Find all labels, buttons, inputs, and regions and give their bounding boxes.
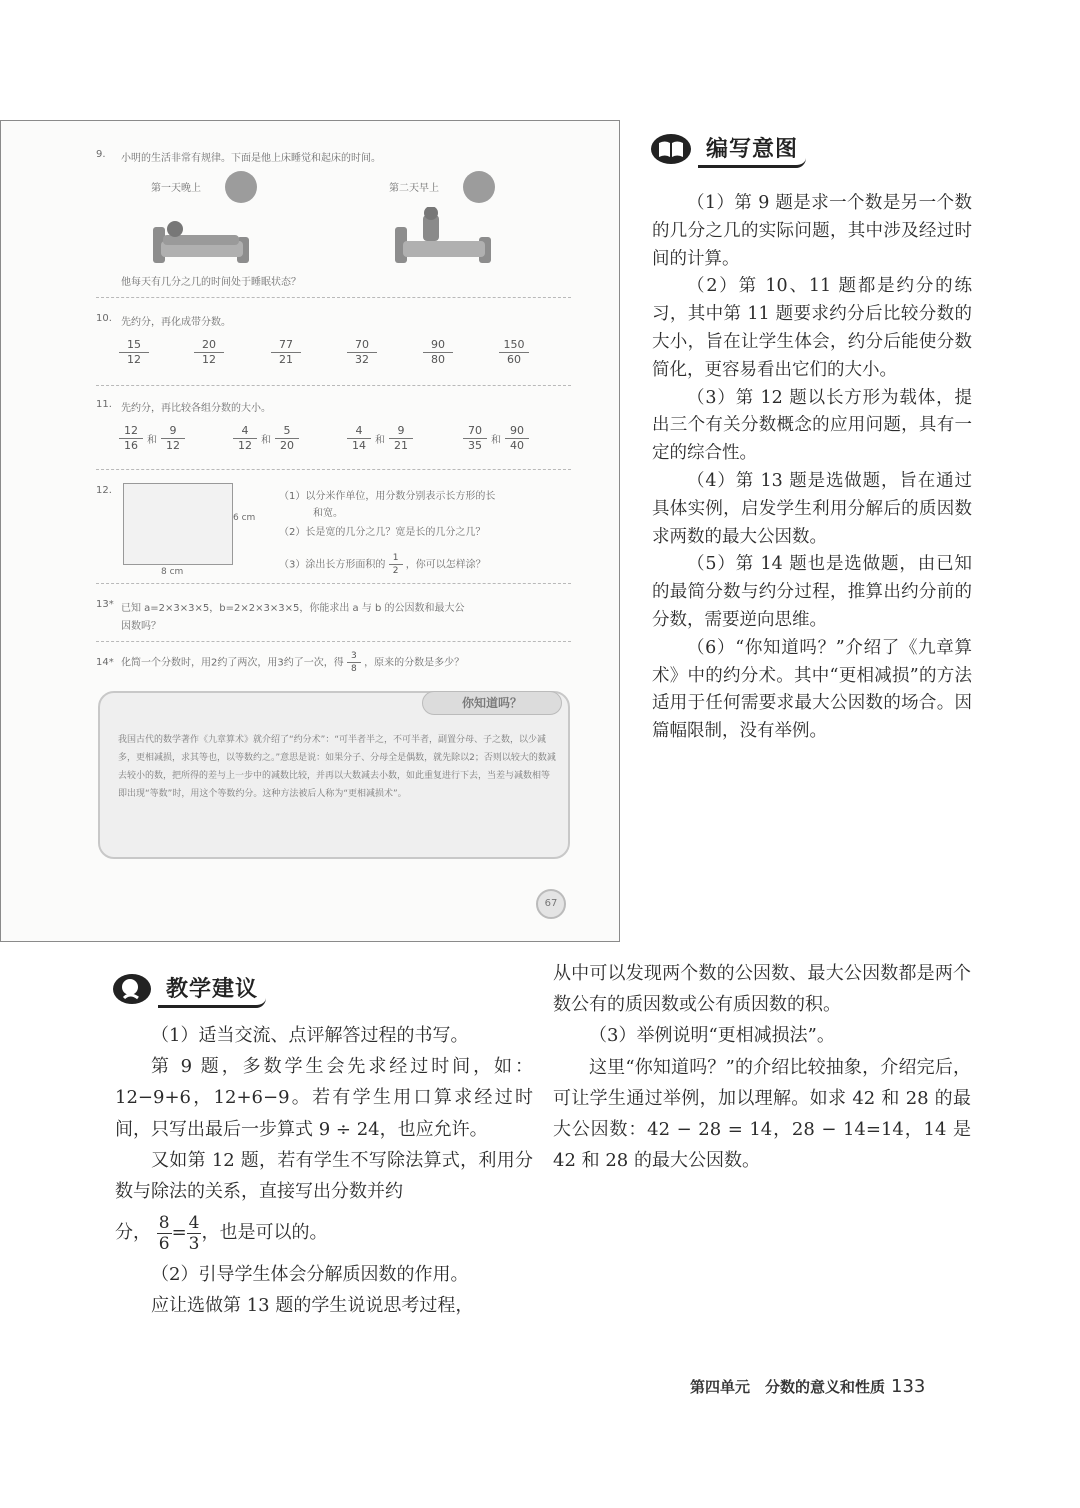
q10-fraction: $\frac{77}{21}$ [271,339,301,366]
did-you-know-box [98,691,570,859]
book-page-number: 67 [536,889,566,919]
q13-number: 13* [96,599,114,610]
q13-line2: 因数吗？ [121,621,161,632]
q9-number: 9. [96,149,106,160]
intent-paragraph: （5）第 14 题也是选做题，由已知的最简分数与约分过程，推算出约分前的分数，需要逆向思维。 [652,554,972,630]
rect-bottom-label: 8 cm [161,567,184,577]
q14-text: 化简一个分数时，用2约了两次，用3约了一次，得 $\frac{3}{8}$ ，原来的分数是多少？ [121,651,465,674]
rectangle-figure [123,483,233,565]
q10-number: 10. [96,313,112,324]
teaching-paragraph: （1）适当交流、点评解答过程的书写。 [151,1025,469,1046]
did-you-know-tag: 你知道吗？ [422,691,562,715]
q10-fraction: $\frac{20}{12}$ [194,339,224,366]
q12-number: 12. [96,485,112,496]
q11-text: 先约分，再比较各组分数的大小。 [121,403,271,414]
q10-fraction: $\frac{15}{12}$ [119,339,149,366]
teaching-header [112,970,266,1008]
fraction: $\frac{8}{6}$ [158,1212,170,1254]
teaching-paragraph: （3）举例说明“更相减损法”。 [589,1025,835,1047]
open-book-icon [650,132,692,166]
divider [96,469,571,470]
sleeping-boy-illustration [151,207,251,265]
did-you-know-text: 我国古代的数学著作《九章算术》就介绍了“约分术”：“可半者半之，不可半者，副置分母、子之数，以少减多，更相减损，求其等也，以等数约之。”意思是说：如果分子、分母全是偶数，就先除以2；否则以较大的数减去较小的数，把所得的差与上一步中的减数比较，并再以大数减去小数，如此重复进行下去，当差与减数相等即出现“等数”时，用这个等数约分。这种方法被后人称为“更相减损术”。 [118,735,556,799]
intent-paragraph: （4）第 13 题是选做题，旨在通过具体实例，启发学生利用分解后的质因数求两数的最大公因数。 [652,470,972,547]
divider [96,385,571,386]
teaching-paragraph: 第 9 题，多数学生会先求经过时间，如：12−9+6，12+6−9。若有学生用口算求经过时间，只写出最后一步算式 9 ÷ 24，也应允许。 [115,1056,533,1140]
divider [96,641,571,642]
clock-badge-morning [463,171,495,203]
q11-pair: $\frac{4}{12}$ 和 $\frac{5}{20}$ [233,425,299,452]
teaching-right-column [553,958,971,1176]
q9-morning-label: 第二天早上 [389,183,439,194]
divider [96,297,571,298]
intent-paragraph: （2）第 10、11 题都是约分的练习，其中第 11 题要求约分后比较分数的大小，旨在让学生体会，约分后能使分数简化，更容易看出它们的大小。 [652,276,972,380]
intent-paragraph: （3）第 12 题以长方形为载体，提出三个有关分数概念的应用问题，具有一定的综合性。 [652,387,972,464]
intent-paragraph: （6）“你知道吗？”介绍了《九章算术》中的约分术。其中“更相减损”的方法适用于任何需要求最大公因数的场合。因篇幅限制，没有举例。 [652,637,972,742]
teaching-paragraph: （2）引导学生体会分解质因数的作用。 [151,1264,469,1286]
teaching-title: 教学建议 [158,970,266,1008]
q12-item2: （2）长是宽的几分之几？宽是长的几分之几？ [279,527,486,538]
divider [96,583,571,584]
q10-text: 先约分，再化成带分数。 [121,317,231,328]
q9-night-label: 第一天晚上 [151,183,201,194]
clock-badge-night [225,171,257,203]
waking-boy-illustration [393,207,493,265]
textbook-page-image [0,120,620,942]
fraction: $\frac{4}{3}$ [188,1212,200,1254]
intent-title: 编写意图 [698,130,806,168]
teaching-paragraph-fraction: 分， $\frac{8}{6}$ = $\frac{4}{3}$ ，也是可以的。 [115,1212,328,1254]
q11-pair: $\frac{70}{35}$ 和 $\frac{90}{40}$ [463,425,529,452]
q12-item1: （1）以分米作单位，用分数分别表示长方形的长 [279,491,496,502]
q11-pair: $\frac{12}{16}$ 和 $\frac{9}{12}$ [119,425,185,452]
q9-question: 他每天有几分之几的时间处于睡眠状态？ [121,277,301,288]
teaching-paragraph: 应让选做第 13 题的学生说说思考过程， [151,1295,474,1317]
intent-header [650,130,806,168]
q11-pair: $\frac{4}{14}$ 和 $\frac{9}{21}$ [347,425,413,452]
page-footer [690,1376,925,1397]
intent-text [652,190,972,746]
teaching-paragraph: 这里“你知道吗？”的介绍比较抽象，介绍完后，可让学生通过举例，加以理解。如求 42 和 28 的最大公因数：42 − 28 = 14，28 − 14=14，14 是 42 和 28 的最大公因数。 [553,1056,971,1172]
teacher-head-icon [112,972,152,1006]
footer-page-number: 133 [891,1376,926,1397]
q12-item3: （3）涂出长方形面积的 $\frac{1}{2}$ ，你可以怎样涂？ [279,553,486,576]
q11-number: 11. [96,399,112,410]
q10-fraction: $\frac{150}{60}$ [499,339,529,366]
teaching-paragraph: 又如第 12 题，若有学生不写除法算式，利用分数与除法的关系，直接写出分数并约 [115,1149,533,1203]
q14-number: 14* [96,657,114,668]
q10-fraction: $\frac{90}{80}$ [423,339,453,366]
rect-side-label: 6 cm [233,513,256,523]
teaching-paragraph: 从中可以发现两个数的公因数、最大公因数都是两个数公有的质因数或公有质因数的积。 [553,963,971,1016]
q9-text: 小明的生活非常有规律。下面是他上床睡觉和起床的时间。 [121,153,381,164]
intent-paragraph: （1）第 9 题是求一个数是另一个数的几分之几的实际问题，其中涉及经过时间的计算。 [652,193,972,269]
footer-unit: 第四单元 分数的意义和性质 [690,1378,886,1396]
teaching-left-column [115,1020,533,1322]
q13-line1: 已知 a=2×3×3×5，b=2×2×3×3×5，你能求出 a 与 b 的公因数和最大公 [121,603,465,614]
q12-item1-cont: 和宽。 [313,508,343,519]
q10-fraction: $\frac{70}{32}$ [347,339,377,366]
